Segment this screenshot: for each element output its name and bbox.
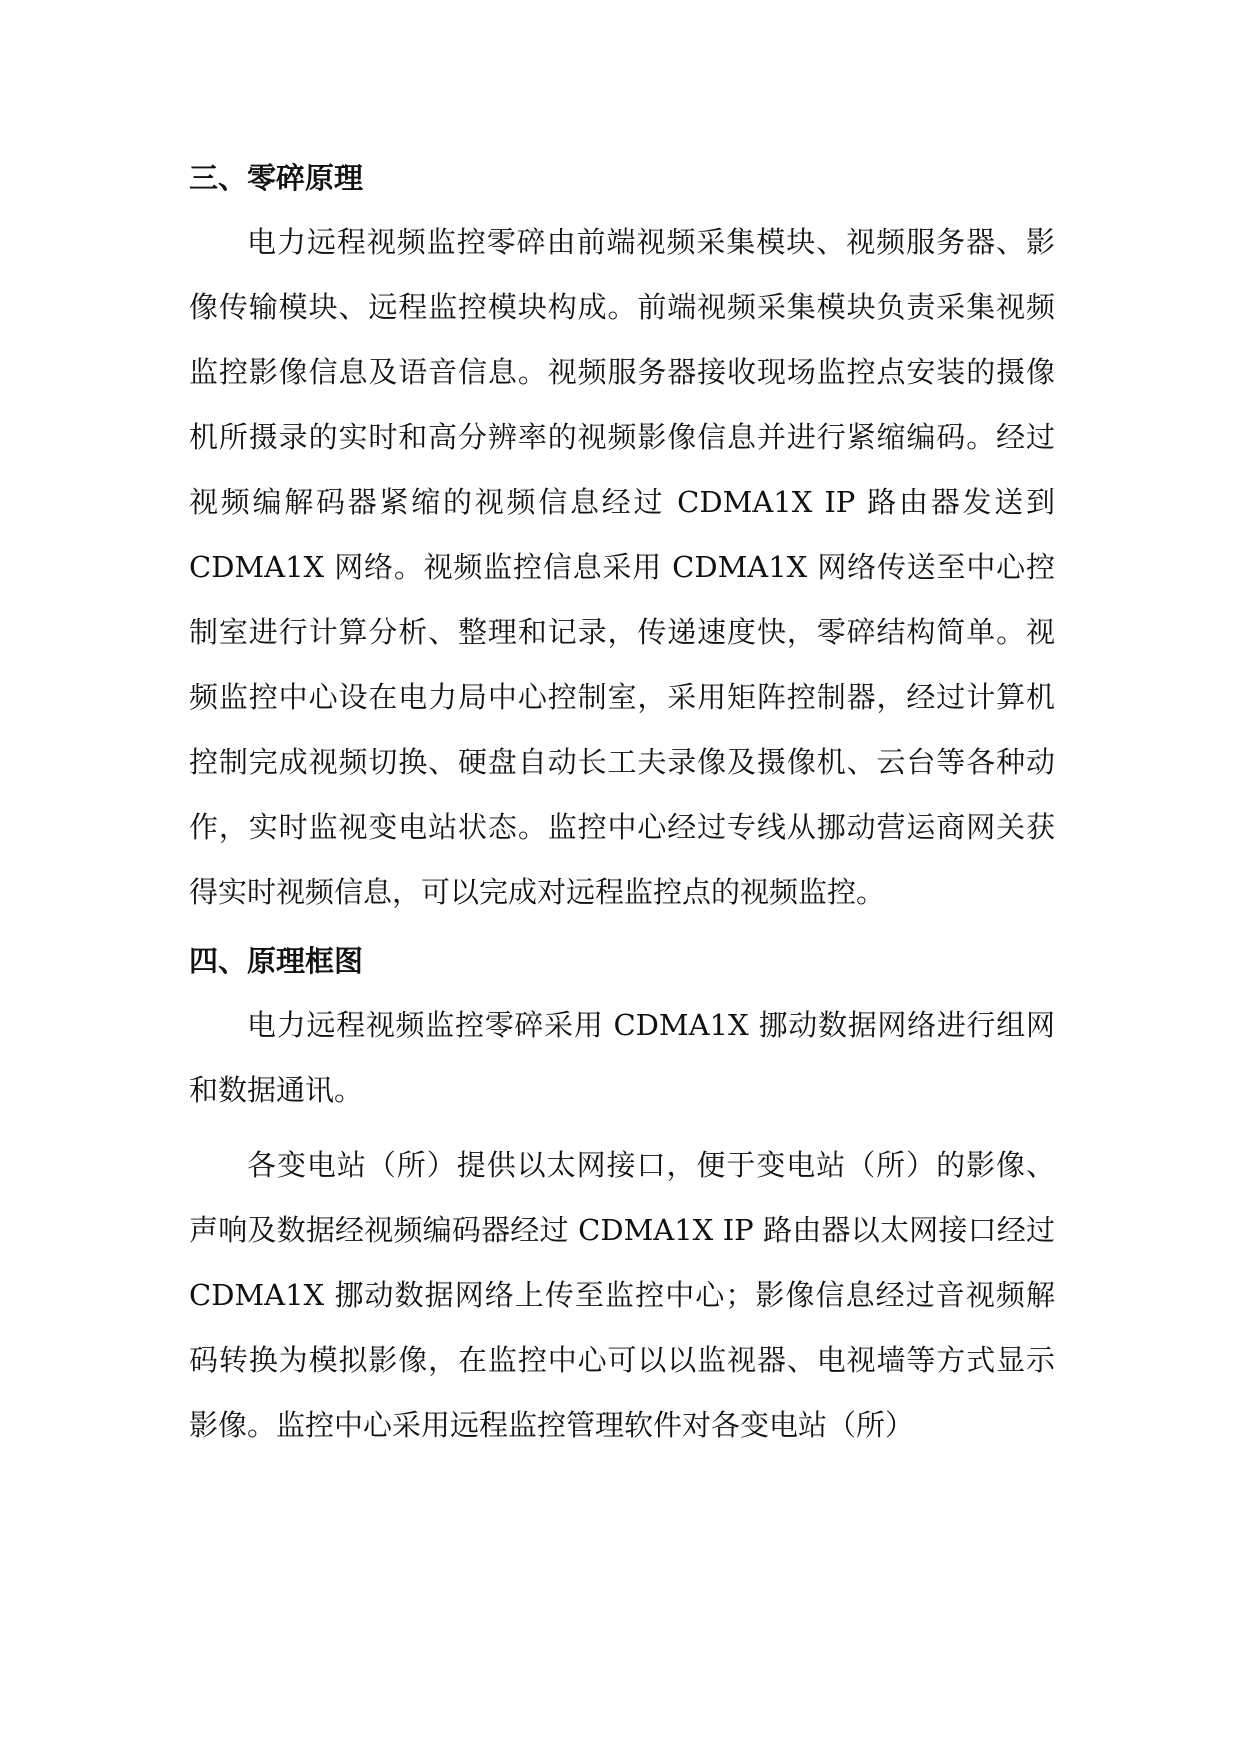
paragraph-substation-interface: 各变电站（所）提供以太网接口，便于变电站（所）的影像、声响及数据经视频编码器经过 CDMA1X IP 路由器以太网接口经过 CDMA1X 挪动数据网络上传至监控中心；影像信息经过音视频解码转换为模拟影像，在监控中心可以以监视器、电视墙等方式显示影像。监控中心采用远程监控管理软件对各变电站（所） [189, 1148, 1055, 1442]
paragraph-networking: 电力远程视频监控零碎采用 CDMA1X 挪动数据网络进行组网和数据通讯。 [189, 1008, 1055, 1107]
section-heading-block-diagram: 四、原理框图 [189, 944, 364, 978]
document-body [189, 158, 1055, 1458]
paragraph-system-principle: 电力远程视频监控零碎由前端视频采集模块、视频服务器、影像传输模块、远程监控模块构成。前端视频采集模块负责采集视频监控影像信息及语音信息。视频服务器接收现场监控点安装的摄像机所摄录的实时和高分辨率的视频影像信息并进行紧缩编码。经过视频编解码器紧缩的视频信息经过 CDMA1X IP 路由器发送到 CDMA1X 网络。视频监控信息采用 CDMA1X 网络传送至中心控制室进行计算分析、整理和记录，传递速度快，零碎结构简单。视频监控中心设在电力局中心控制室，采用矩阵控制器，经过计算机控制完成视频切换、硬盘自动长工夫录像及摄像机、云台等各种动作，实时监视变电站状态。监控中心经过专线从挪动营运商网关获得实时视频信息，可以完成对远程监控点的视频监控。 [189, 225, 1055, 909]
section-heading-system-principle: 三、零碎原理 [189, 161, 364, 195]
